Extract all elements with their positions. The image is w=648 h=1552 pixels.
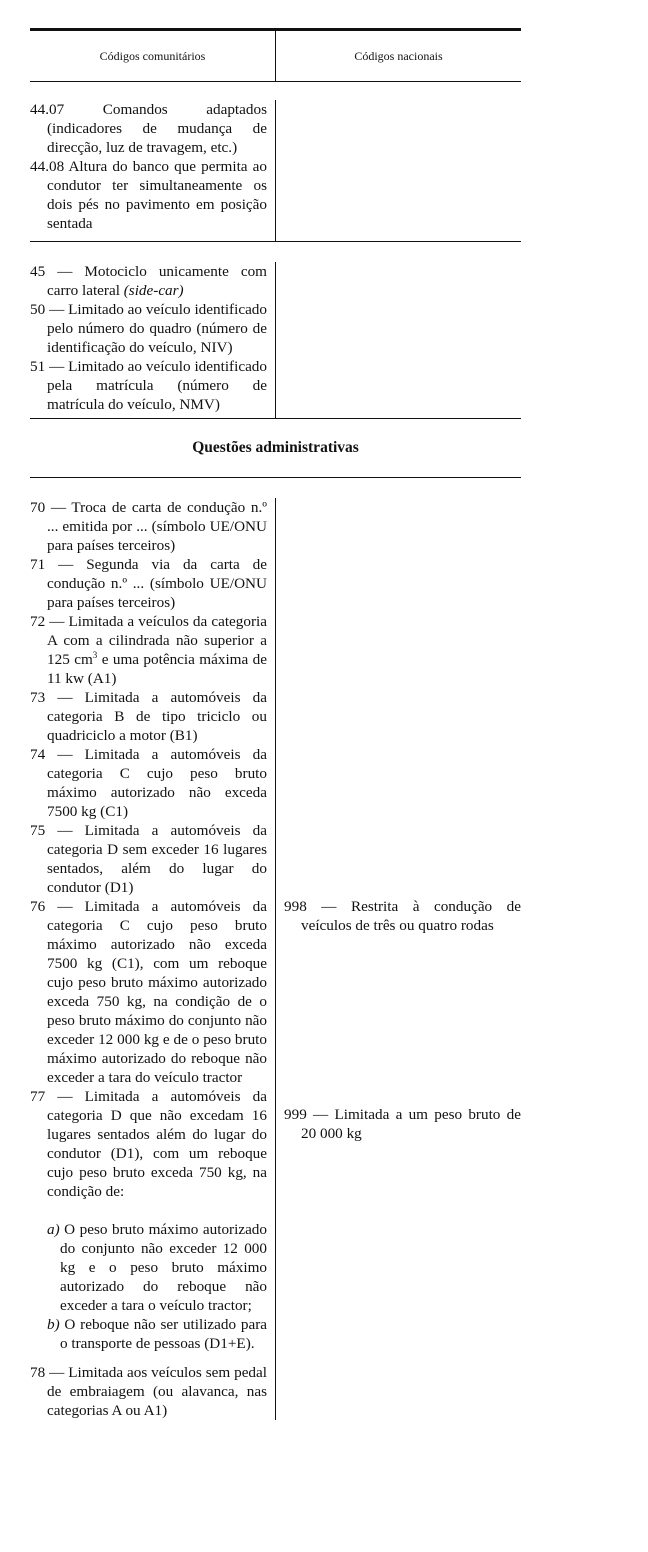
entry-51: 51 — Limitado ao veículo identificado pela matrícula (número de matrícula do veículo, NMV) [30, 358, 267, 413]
entry-72 [30, 612, 267, 688]
section-45 [30, 242, 521, 418]
header-community-codes: Códigos comunitários [30, 31, 276, 81]
section-45-national [276, 262, 521, 418]
table-header [30, 31, 521, 81]
entry-77-a [30, 1220, 267, 1315]
document-page [30, 28, 521, 1420]
entry-71: 71 — Segunda via da carta de condução n.º ... (símbolo UE/ONU para países terceiros) [30, 556, 267, 611]
section-admin [30, 478, 521, 1420]
entry-75: 75 — Limitada a automóveis da categoria D sem exceder 16 lugares sentados, além do lugar do condutor (D1) [30, 822, 267, 896]
entry-44-08: 44.08 Altura do banco que permita ao condutor ter simultaneamente os dois pés no pavimento em posição sentada [30, 158, 267, 232]
entry-72-text-b: e uma potência máxima de 11 kw (A1) [47, 651, 267, 687]
spacer [30, 1201, 267, 1220]
entry-78: 78 — Limitada aos veículos sem pedal de embraiagem (ou alavanca, nas categorias A ou A1) [30, 1364, 267, 1419]
entry-999: 999 — Limitada a um peso bruto de 20 000 kg [284, 1106, 521, 1142]
entry-77-b [30, 1315, 267, 1353]
entry-77-a-text: O peso bruto máximo autorizado do conjunto não exceder 12 000 kg e o peso bruto máximo autorizado do reboque não exceder a tara o veículo tractor; [59, 1221, 267, 1314]
header-national-codes: Códigos nacionais [354, 48, 443, 63]
section-44-national [276, 100, 521, 241]
entry-72-text-a: 72 — Limitada a veículos da categoria A com a cilindrada não superior a 125 cm [30, 613, 267, 668]
entry-73: 73 — Limitada a automóveis da categoria B de tipo triciclo ou quadriciclo a motor (B1) [30, 689, 267, 744]
section-44 [30, 82, 521, 241]
entry-998: 998 — Restrita à condução de veículos de três ou quatro rodas [284, 898, 521, 934]
entry-50: 50 — Limitado ao veículo identificado pelo número do quadro (número de identificação do veículo, NIV) [30, 301, 267, 356]
entry-74: 74 — Limitada a automóveis da categoria C cujo peso bruto máximo autorizado não exceda 7500 kg (C1) [30, 746, 267, 820]
entry-77-a-label: a) [47, 1221, 60, 1238]
entry-45 [30, 262, 267, 300]
entry-45-text: 45 — Motociclo unicamente com carro lateral [30, 263, 267, 299]
section-44-community [30, 100, 276, 241]
entry-72-superscript: 3 [92, 650, 98, 660]
entry-70: 70 — Troca de carta de condução n.º ... emitida por ... (símbolo UE/ONU para países terceiros) [30, 499, 267, 554]
entry-44-07: 44.07 Comandos adaptados (indicadores de mudança de direcção, luz de travagem, etc.) [30, 101, 267, 156]
entry-77-b-label: b) [47, 1316, 60, 1333]
section-admin-national [276, 498, 521, 1420]
entry-77-b-text: O reboque não ser utilizado para o transporte de pessoas (D1+E). [59, 1316, 267, 1352]
section-45-community [30, 262, 276, 418]
section-admin-community [30, 498, 276, 1420]
entry-76: 76 — Limitada a automóveis da categoria C cujo peso bruto máximo autorizado não exceda 7500 kg (C1), com um reboque cujo peso bruto máximo autorizado exceda 750 kg, na condição de o peso bruto máximo do conjunto não exceder 12 000 kg e de o peso bruto máximo autorizado do reboque não exceder a tara do veículo tractor [30, 898, 267, 1086]
spacer [30, 1353, 267, 1363]
admin-section-title: Questões administrativas [192, 439, 359, 456]
entry-45-italic: (side-car) [123, 282, 184, 299]
entry-77: 77 — Limitada a automóveis da categoria D que não excedam 16 lugares sentados além do lugar do condutor (D1), com um reboque cujo peso bruto exceda 750 kg, na condição de: [30, 1088, 267, 1200]
